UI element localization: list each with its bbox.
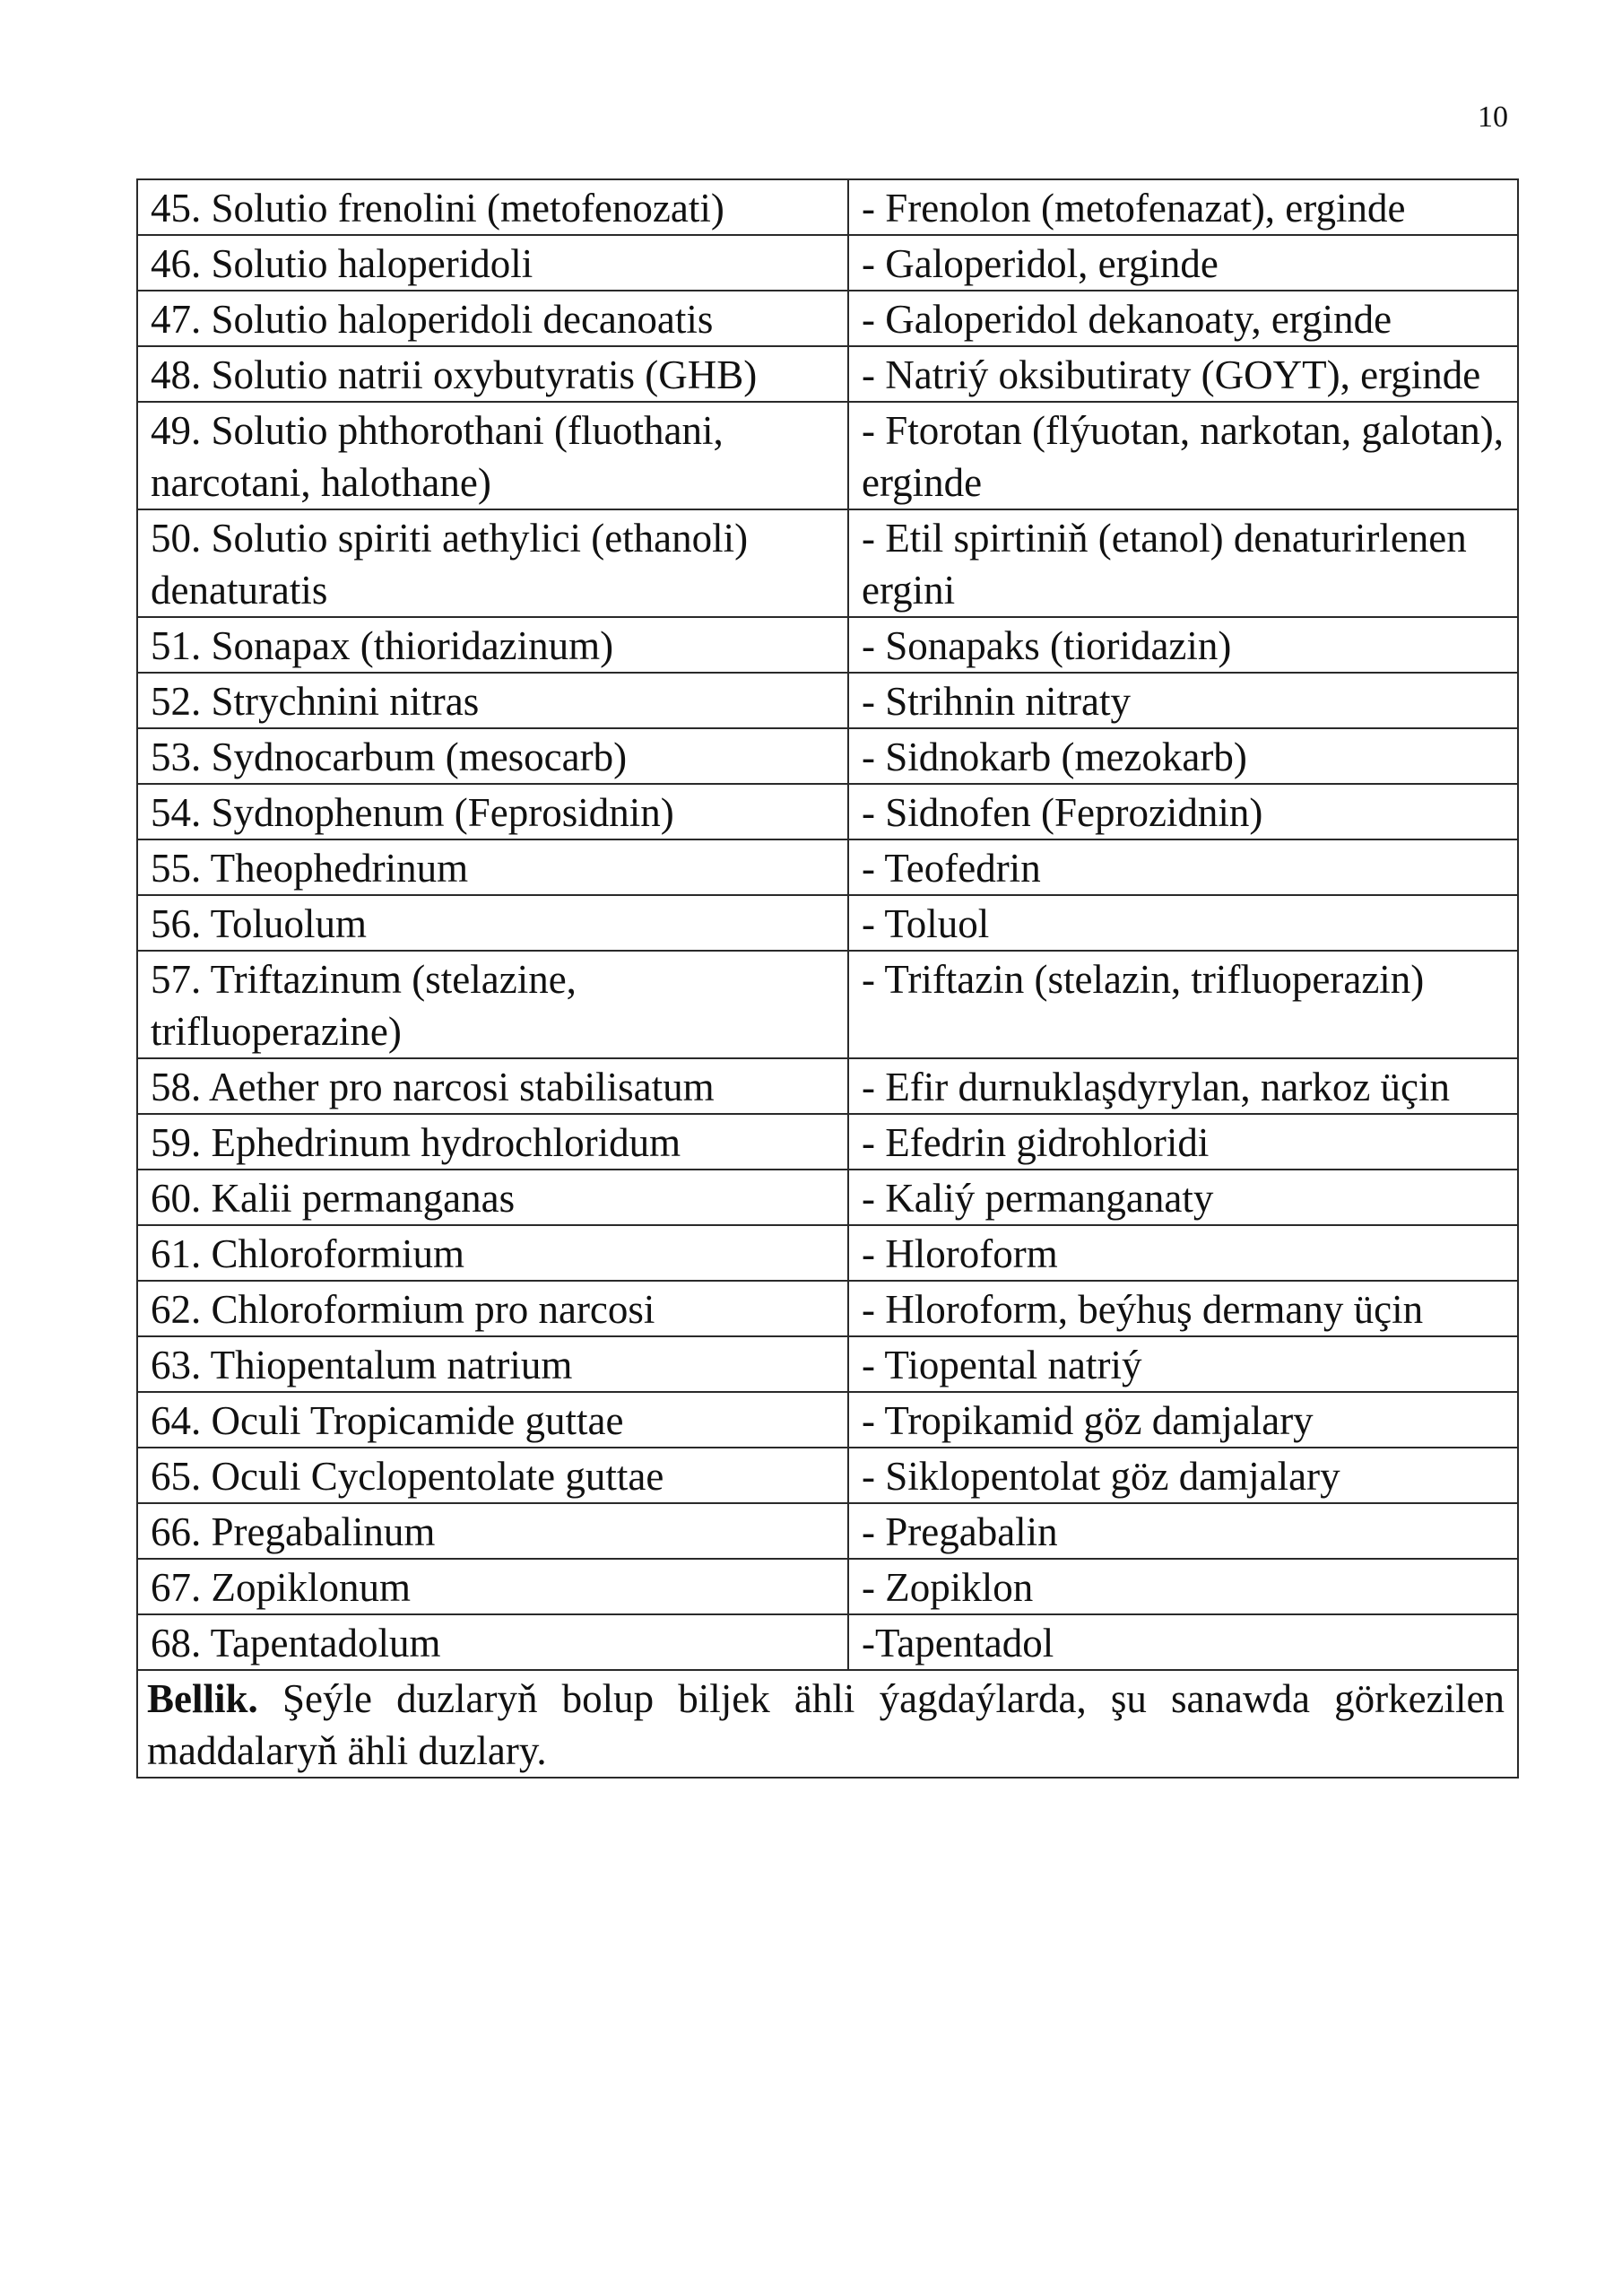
table-row xyxy=(137,617,1518,673)
table-row xyxy=(137,673,1518,728)
latin-name-cell: 61. Chloroformium xyxy=(137,1225,848,1281)
table-row xyxy=(137,1281,1518,1336)
table-row xyxy=(137,402,1518,509)
latin-name-cell: 63. Thiopentalum natrium xyxy=(137,1336,848,1392)
turkmen-name-cell: -Tapentadol xyxy=(848,1614,1518,1670)
turkmen-name-cell: - Strihnin nitraty xyxy=(848,673,1518,728)
turkmen-name-cell: - Siklopentolat göz damjalary xyxy=(848,1448,1518,1503)
latin-name-cell: 52. Strychnini nitras xyxy=(137,673,848,728)
turkmen-name-cell: - Tiopental natriý xyxy=(848,1336,1518,1392)
turkmen-name-cell: - Triftazin (stelazin, trifluoperazin) xyxy=(848,951,1518,1058)
table-row xyxy=(137,179,1518,235)
latin-name-cell: 50. Solutio spiriti aethylici (ethanoli) denaturatis xyxy=(137,509,848,617)
latin-name-cell: 67. Zopiklonum xyxy=(137,1559,848,1614)
table-row xyxy=(137,1503,1518,1559)
latin-name-cell: 46. Solutio haloperidoli xyxy=(137,235,848,291)
latin-name-cell: 65. Oculi Cyclopentolate guttae xyxy=(137,1448,848,1503)
table-row xyxy=(137,1170,1518,1225)
table-row xyxy=(137,1336,1518,1392)
latin-name-cell: 55. Theophedrinum xyxy=(137,839,848,895)
latin-name-cell: 56. Toluolum xyxy=(137,895,848,951)
latin-name-cell: 49. Solutio phthorothani (fluothani, narcotani, halothane) xyxy=(137,402,848,509)
turkmen-name-cell: - Kaliý permanganaty xyxy=(848,1170,1518,1225)
latin-name-cell: 68. Tapentadolum xyxy=(137,1614,848,1670)
turkmen-name-cell: - Pregabalin xyxy=(848,1503,1518,1559)
turkmen-name-cell: - Galoperidol, erginde xyxy=(848,235,1518,291)
latin-name-cell: 62. Chloroformium pro narcosi xyxy=(137,1281,848,1336)
table-row xyxy=(137,509,1518,617)
table-row xyxy=(137,346,1518,402)
table-body xyxy=(137,179,1518,1778)
latin-name-cell: 48. Solutio natrii oxybutyratis (GHB) xyxy=(137,346,848,402)
turkmen-name-cell: - Sidnofen (Feprozidnin) xyxy=(848,784,1518,839)
table-row xyxy=(137,235,1518,291)
turkmen-name-cell: - Natriý oksibutiraty (GOYT), erginde xyxy=(848,346,1518,402)
turkmen-name-cell: - Zopiklon xyxy=(848,1559,1518,1614)
note-cell xyxy=(137,1670,1518,1778)
turkmen-name-cell: - Sonapaks (tioridazin) xyxy=(848,617,1518,673)
turkmen-name-cell: - Teofedrin xyxy=(848,839,1518,895)
turkmen-name-cell: - Etil spirtiniň (etanol) denaturirlenen ergini xyxy=(848,509,1518,617)
latin-name-cell: 60. Kalii permanganas xyxy=(137,1170,848,1225)
table-row xyxy=(137,1225,1518,1281)
turkmen-name-cell: - Galoperidol dekanoaty, erginde xyxy=(848,291,1518,346)
table-row xyxy=(137,895,1518,951)
latin-name-cell: 58. Aether pro narcosi stabilisatum xyxy=(137,1058,848,1114)
note-label: Bellik. xyxy=(147,1676,258,1721)
table-row xyxy=(137,1614,1518,1670)
note-row xyxy=(137,1670,1518,1778)
latin-name-cell: 54. Sydnophenum (Feprosidnin) xyxy=(137,784,848,839)
table-row xyxy=(137,1114,1518,1170)
table-row xyxy=(137,728,1518,784)
table-row xyxy=(137,1559,1518,1614)
turkmen-name-cell: - Sidnokarb (mezokarb) xyxy=(848,728,1518,784)
turkmen-name-cell: - Frenolon (metofenazat), erginde xyxy=(848,179,1518,235)
turkmen-name-cell: - Hloroform, beýhuş dermany üçin xyxy=(848,1281,1518,1336)
latin-name-cell: 59. Ephedrinum hydrochloridum xyxy=(137,1114,848,1170)
table-row xyxy=(137,951,1518,1058)
substance-table xyxy=(136,178,1519,1779)
table-row xyxy=(137,839,1518,895)
table-row xyxy=(137,291,1518,346)
table-row xyxy=(137,1058,1518,1114)
page-number: 10 xyxy=(1478,100,1508,134)
turkmen-name-cell: - Hloroform xyxy=(848,1225,1518,1281)
table-row xyxy=(137,1392,1518,1448)
turkmen-name-cell: - Efedrin gidrohloridi xyxy=(848,1114,1518,1170)
latin-name-cell: 45. Solutio frenolini (metofenozati) xyxy=(137,179,848,235)
latin-name-cell: 51. Sonapax (thioridazinum) xyxy=(137,617,848,673)
latin-name-cell: 57. Triftazinum (stelazine, trifluoperazine) xyxy=(137,951,848,1058)
latin-name-cell: 64. Oculi Tropicamide guttae xyxy=(137,1392,848,1448)
latin-name-cell: 47. Solutio haloperidoli decanoatis xyxy=(137,291,848,346)
turkmen-name-cell: - Efir durnuklaşdyrylan, narkoz üçin xyxy=(848,1058,1518,1114)
turkmen-name-cell: - Tropikamid göz damjalary xyxy=(848,1392,1518,1448)
latin-name-cell: 53. Sydnocarbum (mesocarb) xyxy=(137,728,848,784)
note-text: Şeýle duzlaryň bolup biljek ähli ýagdaýlarda, şu sanawda görkezilen maddalaryň ähli duzlary. xyxy=(147,1676,1505,1773)
table-row xyxy=(137,784,1518,839)
table-row xyxy=(137,1448,1518,1503)
turkmen-name-cell: - Ftorotan (flýuotan, narkotan, galotan), erginde xyxy=(848,402,1518,509)
turkmen-name-cell: - Toluol xyxy=(848,895,1518,951)
latin-name-cell: 66. Pregabalinum xyxy=(137,1503,848,1559)
